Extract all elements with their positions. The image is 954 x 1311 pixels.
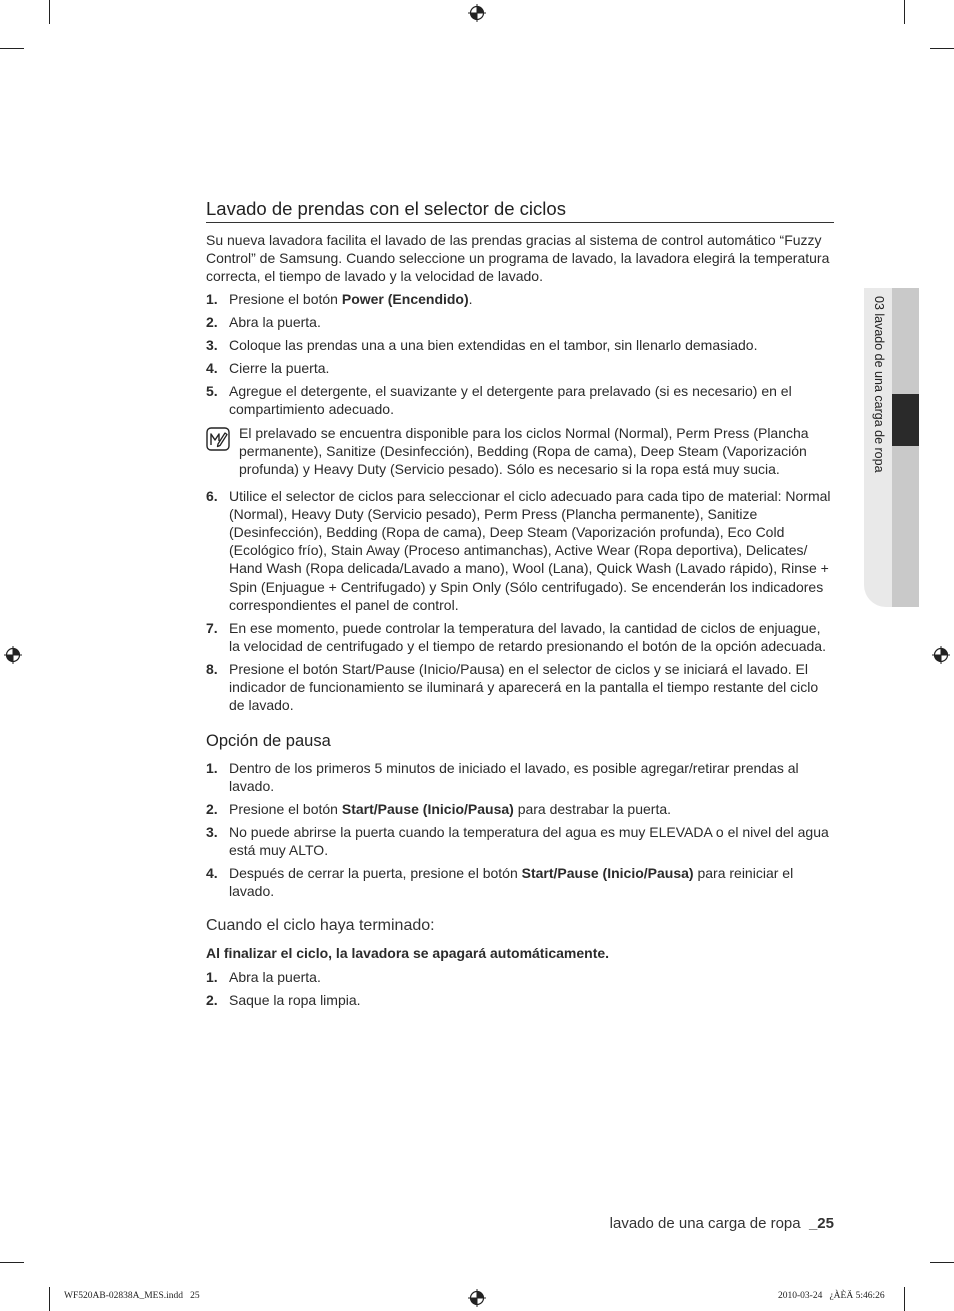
list-item: 3. No puede abrirse la puerta cuando la temperatura del agua es muy ELEVADA o el nivel del agua está muy ALTO.	[206, 823, 829, 859]
registration-mark-icon	[4, 646, 22, 664]
slug-left: WF520AB-02838A_MES.indd 25	[64, 1291, 200, 1301]
list-item: 1. Abra la puerta.	[206, 969, 321, 986]
steps-list	[206, 290, 834, 418]
registration-mark-icon	[932, 646, 950, 664]
note-pencil-icon	[206, 427, 230, 451]
list-item: 3. Coloque las prendas una a una bien extendidas en el tambor, sin llenarlo demasiado.	[206, 336, 758, 353]
registration-mark-icon	[468, 1289, 486, 1307]
list-item: 6. Utilice el selector de ciclos para seleccionar el ciclo adecuado para cada tipo de material: Normal (Normal), Heavy Duty (Servicio pesado), Perm Press (Plancha permanente), Sanitize (Desinfección), Bedding (Ropa de cama), Deep Steam (Vaporización profunda), Eco Cold (Ecológico frío), Stain Away (Proceso antimanchas), Active Wear (Ropa deportiva), Delicates/ Hand Wash (Ropa delicada/Lavado a mano), Wool (Lana), Quick Wash (Lavado rápido), Rinse + Spin (Enjuague + Centrifugado) y Spin Only (Sólo centrifugado). Se encenderán los indicadores correspondientes el panel de control.	[206, 487, 831, 613]
list-item: 8. Presione el botón Start/Pause (Inicio/Pausa) en el selector de ciclos y se iniciará el lavado. El indicador de funcionamiento se iluminará y aparecerá en la pantalla el tiempo restante del ciclo de lavado.	[206, 661, 819, 714]
page-content	[206, 198, 834, 1014]
list-item: 4. Después de cerrar la puerta, presione el botón Start/Pause (Inicio/Pausa) para reiniciar el lavado.	[206, 865, 794, 900]
section-title: Lavado de prendas con el selector de ciclos	[206, 198, 834, 223]
crop-mark	[904, 1287, 905, 1311]
pause-title: Opción de pausa	[206, 731, 331, 750]
footer-text: lavado de una carga de ropa	[609, 1215, 809, 1232]
intro-paragraph: Su nueva lavadora facilita el lavado de las prendas gracias al sistema de control automático “Fuzzy Control” de Samsung. Cuando seleccione un programa de lavado, la lavadora elegirá la temperatura correcta, el tiempo de lavado y la velocidad de lavado.	[206, 232, 830, 285]
finished-emphasis: Al finalizar el ciclo, la lavadora se apagará automáticamente.	[206, 945, 610, 962]
pause-steps-list	[206, 759, 834, 901]
chapter-tab-bar	[892, 288, 919, 607]
crop-mark	[0, 48, 24, 49]
list-item: 7. En ese momento, puede controlar la temperatura del lavado, la cantidad de ciclos de enjuague, la velocidad de centrifugado y el tiempo de retardo presionando el botón de la opción adecuada.	[206, 619, 826, 655]
crop-mark	[930, 1262, 954, 1263]
list-item: 4. Cierre la puerta.	[206, 359, 330, 376]
page-number: _25	[808, 1215, 834, 1232]
list-item: 2. Saque la ropa limpia.	[206, 992, 361, 1009]
note-box	[206, 424, 834, 479]
page-footer	[610, 1215, 834, 1232]
chapter-tab-label: 03 lavado de una carga de ropa	[872, 296, 886, 473]
crop-mark	[904, 0, 905, 24]
finished-steps-list	[206, 968, 834, 1009]
crop-mark	[49, 1287, 50, 1311]
note-text: El prelavado se encuentra disponible para los ciclos Normal (Normal), Perm Press (Plancha permanente), Sanitize (Desinfección), Bedding (Ropa de cama), Deep Steam (Vaporización profunda) y Heavy Duty (Servicio pesado). Sólo es necesario si la ropa está muy sucia.	[239, 425, 809, 478]
list-item: 5. Agregue el detergente, el suavizante y el detergente para prelavado (si es necesario) en el compartimiento adecuado.	[206, 382, 792, 417]
list-item: 2. Presione el botón Start/Pause (Inicio/Pausa) para destrabar la puerta.	[206, 800, 672, 817]
crop-mark	[0, 1262, 24, 1263]
registration-mark-icon	[468, 4, 486, 22]
chapter-tab-marker	[892, 394, 919, 446]
list-item: 1. Presione el botón Power (Encendido).	[206, 290, 473, 307]
list-item: 2. Abra la puerta.	[206, 313, 321, 330]
list-item: 1. Dentro de los primeros 5 minutos de iniciado el lavado, es posible agregar/retirar prendas al lavado.	[206, 759, 799, 794]
steps-list	[206, 487, 834, 715]
slug-right: 2010-03-24 ¿ÀÈÄ 5:46:26	[778, 1291, 885, 1301]
finished-title: Cuando el ciclo haya terminado:	[206, 917, 435, 935]
crop-mark	[930, 48, 954, 49]
crop-mark	[49, 0, 50, 24]
